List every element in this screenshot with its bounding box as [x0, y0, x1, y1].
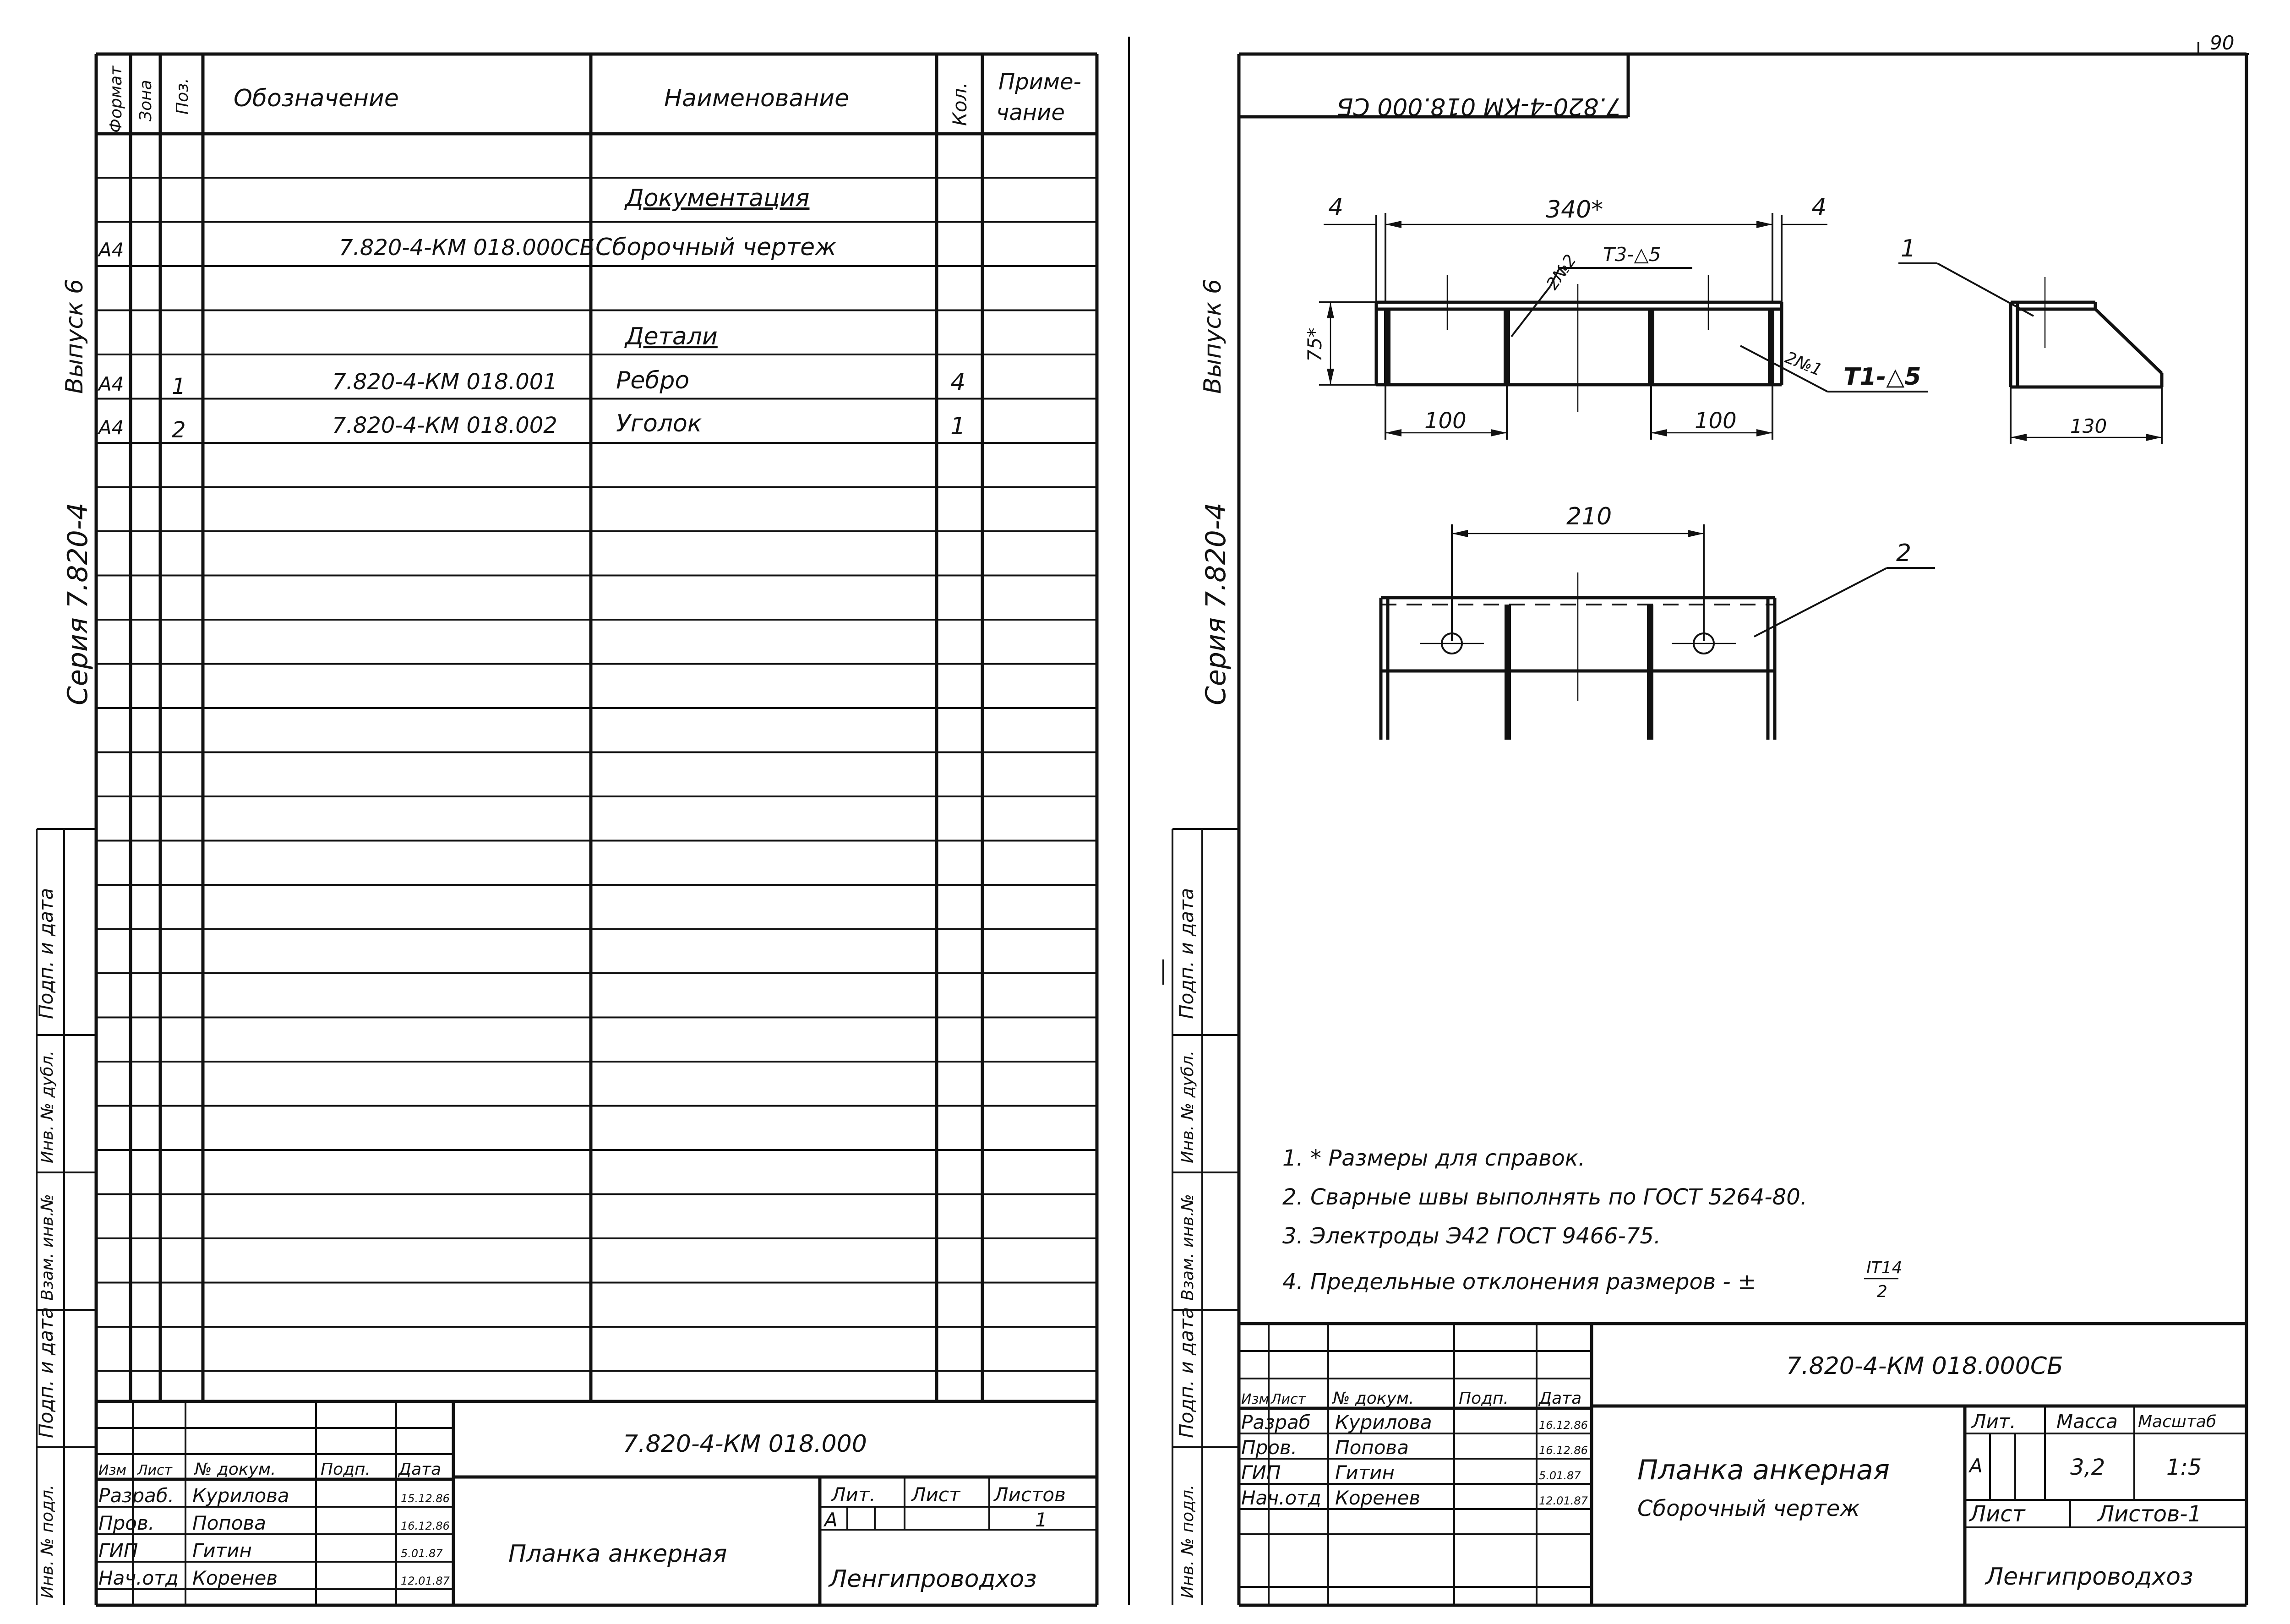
- stamp-role: Нач.отд: [98, 1567, 179, 1589]
- right-stamp-scale-label: Масштаб: [2138, 1412, 2217, 1431]
- stamp-role: Разраб: [1241, 1411, 1311, 1433]
- left-stamp-h-date: Дата: [398, 1460, 442, 1479]
- side-view: [1898, 235, 2162, 444]
- dim-4-left: 4: [1328, 194, 1344, 221]
- left-sheet: [35, 54, 1097, 1605]
- spec-row-lines: [96, 178, 1097, 1371]
- stamp-name: Коренев: [192, 1567, 278, 1589]
- right-sheet: [1172, 32, 2249, 1605]
- right-stamp-h-sign: Подп.: [1459, 1389, 1509, 1408]
- part2-qty: 1: [950, 413, 966, 440]
- pos-1: 1: [1901, 235, 1916, 262]
- stamp-date: 12.01.87: [1539, 1494, 1588, 1507]
- doc-designation: 7.820-4-КМ 018.000СБ: [339, 235, 595, 261]
- stamp-name: Попова: [192, 1512, 266, 1534]
- right-stamp-h-doc: № докум.: [1333, 1389, 1414, 1408]
- right-stamp-org: Ленгипроводхоз: [1985, 1563, 2193, 1591]
- right-side-field-4: Подп. и дата: [1175, 1307, 1198, 1438]
- section-documentation: Документация: [625, 185, 810, 212]
- stamp-name: Коренев: [1335, 1487, 1421, 1509]
- dim-100-right: 100: [1695, 408, 1737, 434]
- part2-format: А4: [98, 416, 124, 439]
- left-side-field-4: Подп. и дата: [35, 1307, 57, 1438]
- header-format: Формат: [107, 65, 125, 133]
- left-stamp-lit-value: А: [824, 1509, 838, 1531]
- left-stamp-people: [98, 1484, 450, 1589]
- stamp-date: 16.12.86: [401, 1520, 450, 1532]
- dim-100-left: 100: [1424, 408, 1467, 434]
- right-stamp-h-list: Лист: [1271, 1391, 1306, 1407]
- header-note-1: Приме-: [998, 69, 1081, 95]
- part1-designation: 7.820-4-КМ 018.001: [332, 369, 557, 395]
- stamp-name: Гитин: [1335, 1461, 1395, 1484]
- stamp-role: ГИП: [98, 1539, 138, 1562]
- page-number: 90: [2210, 32, 2235, 54]
- pos-2: 2: [1896, 540, 1912, 567]
- header-name: Наименование: [664, 85, 850, 112]
- header-pos: Поз.: [173, 78, 192, 114]
- dim-75: 75*: [1303, 327, 1326, 362]
- right-stamp-lit-label: Лит.: [1972, 1410, 2016, 1433]
- dim-130: 130: [2070, 415, 2107, 437]
- note-3: 3. Электроды Э42 ГОСТ 9466-75.: [1282, 1223, 1661, 1249]
- weld-t1: Т1-△5: [1843, 363, 1921, 391]
- right-issue: Выпуск 6: [1199, 278, 1227, 394]
- left-side-field-3: Взам. инв.№: [38, 1194, 57, 1301]
- right-stamp-scale-value: 1:5: [2166, 1455, 2202, 1480]
- stamp-role: Пров.: [1241, 1436, 1298, 1459]
- front-view: [1303, 194, 1928, 440]
- right-stamp-mass-label: Масса: [2056, 1410, 2118, 1433]
- part2-pos: 2: [172, 417, 186, 443]
- part2-designation: 7.820-4-КМ 018.002: [332, 413, 557, 438]
- weld-t3: Т3-△5: [1603, 243, 1661, 266]
- stamp-date: 5.01.87: [1539, 1469, 1581, 1482]
- right-stamp-mass-value: 3,2: [2070, 1455, 2105, 1480]
- right-stamp-title: Планка анкерная: [1637, 1454, 1890, 1486]
- stamp-date: 15.12.86: [401, 1492, 450, 1505]
- doc-format: А4: [98, 239, 124, 261]
- stamp-role: Пров.: [98, 1512, 155, 1534]
- left-issue: Выпуск 6: [61, 278, 88, 394]
- header-note-2: чание: [996, 100, 1065, 125]
- dim-4-right: 4: [1811, 194, 1827, 221]
- note-2: 2. Сварные швы выполнять по ГОСТ 5264-80.: [1282, 1184, 1807, 1210]
- left-stamp-sheets-value: 1: [1035, 1509, 1047, 1531]
- right-side-field-5: Инв. № подл.: [1178, 1484, 1197, 1598]
- stamp-date: 5.01.87: [401, 1547, 443, 1560]
- weld-2n2: 2№2: [1543, 251, 1581, 294]
- right-title-block: [1239, 1324, 2246, 1605]
- part1-name: Ребро: [616, 367, 690, 394]
- stamp-date: 16.12.86: [1539, 1444, 1588, 1457]
- right-stamp-h-date: Дата: [1539, 1389, 1582, 1408]
- left-stamp-h-list: Лист: [137, 1462, 173, 1478]
- stamp-name: Курилова: [192, 1484, 289, 1507]
- right-stamp-sheets-label: Листов-1: [2098, 1501, 2202, 1527]
- part2-name: Уголок: [616, 410, 702, 437]
- technical-notes: [1282, 1145, 1902, 1301]
- left-stamp-org: Ленгипроводхоз: [829, 1565, 1037, 1593]
- note-1: 1. * Размеры для справок.: [1282, 1145, 1586, 1171]
- right-stamp-code: 7.820-4-КМ 018.000СБ: [1786, 1352, 2063, 1380]
- part1-pos: 1: [172, 374, 186, 399]
- left-stamp-sheets-label: Листов: [994, 1483, 1066, 1506]
- stamp-name: Попова: [1335, 1436, 1409, 1459]
- dim-340: 340*: [1546, 196, 1603, 223]
- plan-view: [1381, 503, 1935, 740]
- left-side-field-1: Подп. и дата: [35, 888, 57, 1019]
- stamp-role: Разраб.: [98, 1484, 174, 1507]
- stamp-date: 12.01.87: [401, 1575, 450, 1587]
- left-side-field-5: Инв. № подл.: [38, 1484, 57, 1598]
- top-code: 7.820-4-КМ 018.000 СБ: [1336, 93, 1621, 120]
- stamp-name: Курилова: [1335, 1411, 1432, 1433]
- weld-2n1: 2№1: [1782, 348, 1825, 380]
- part1-qty: 4: [950, 369, 966, 396]
- stamp-role: Нач.отд: [1241, 1487, 1321, 1509]
- left-side-field-2: Инв. № дубл.: [38, 1050, 57, 1163]
- right-series: Серия 7.820-4: [1200, 502, 1232, 705]
- left-stamp-sheet-label: Лист: [911, 1483, 960, 1506]
- section-parts: Детали: [625, 323, 718, 350]
- stamp-date: 16.12.86: [1539, 1419, 1588, 1432]
- left-series: Серия 7.820-4: [62, 502, 94, 705]
- tolerance-numerator: IT14: [1866, 1259, 1903, 1277]
- right-stamp-h-izm: Изм: [1241, 1391, 1270, 1407]
- right-stamp-lit-value: А: [1969, 1455, 1983, 1477]
- tolerance-denominator: 2: [1877, 1282, 1887, 1301]
- left-stamp-h-sign: Подп.: [321, 1460, 371, 1479]
- dim-210: 210: [1566, 503, 1612, 530]
- left-stamp-lit-label: Лит.: [831, 1483, 876, 1506]
- right-stamp-subtitle: Сборочный чертеж: [1637, 1496, 1860, 1521]
- stamp-name: Гитин: [192, 1539, 252, 1562]
- right-side-field-2: Инв. № дубл.: [1178, 1050, 1197, 1163]
- note-4: 4. Предельные отклонения размеров - ±: [1282, 1269, 1756, 1295]
- left-stamp-h-doc: № докум.: [195, 1460, 276, 1479]
- right-side-field-1: Подп. и дата: [1175, 888, 1198, 1019]
- header-designation: Обозначение: [234, 85, 399, 112]
- left-stamp-title: Планка анкерная: [508, 1540, 727, 1568]
- header-qty: Кол.: [949, 82, 971, 126]
- right-side-field-3: Взам. инв.№: [1178, 1194, 1197, 1301]
- left-stamp-code: 7.820-4-КМ 018.000: [623, 1430, 867, 1458]
- left-stamp-h-izm: Изм: [98, 1462, 127, 1478]
- right-stamp-sheet-label: Лист: [1969, 1501, 2025, 1527]
- stamp-role: ГИП: [1241, 1461, 1281, 1484]
- part1-format: А4: [98, 373, 124, 395]
- header-zone: Зона: [136, 80, 155, 121]
- doc-name: Сборочный чертеж: [595, 234, 836, 261]
